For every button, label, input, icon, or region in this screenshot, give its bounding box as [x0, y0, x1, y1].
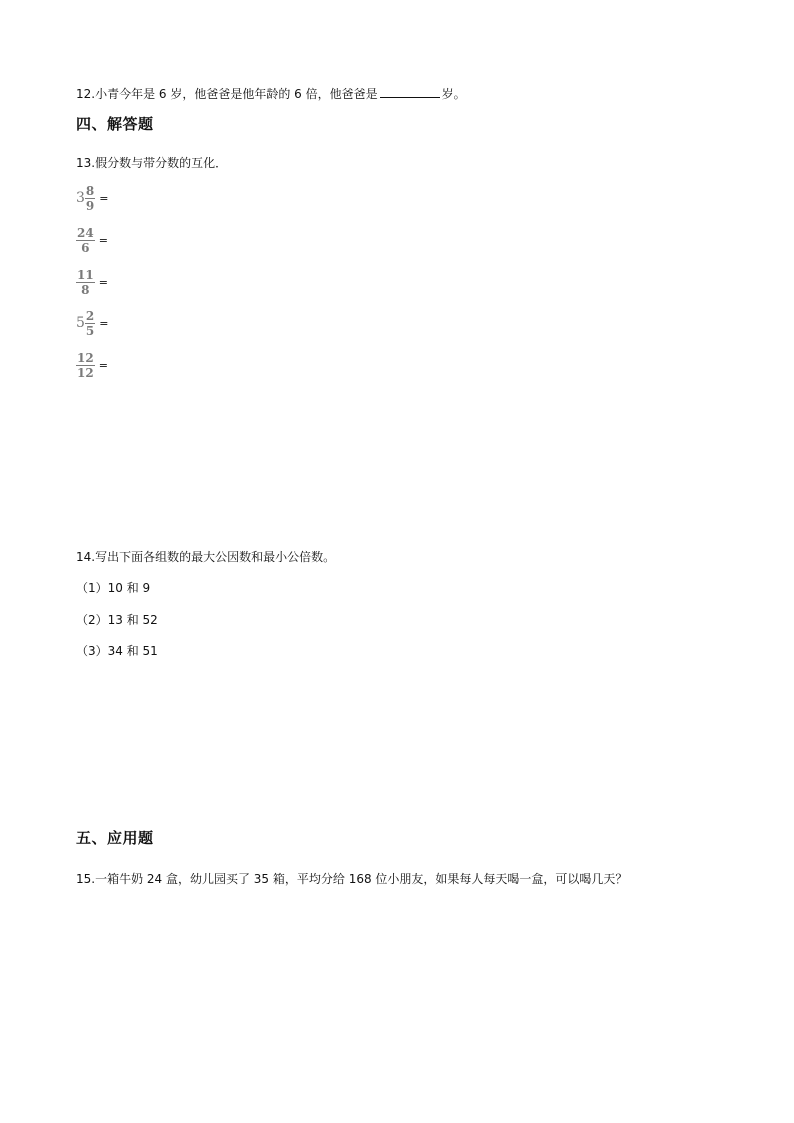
- fraction: [76, 269, 95, 296]
- fraction-numerator: 8: [85, 183, 95, 198]
- question-12-unit: 岁。: [441, 87, 466, 101]
- fraction-whole: 5: [76, 315, 85, 331]
- fraction-item: [76, 183, 109, 213]
- question-14-item: （1）10 和 9: [76, 581, 151, 595]
- equals-sign: =: [98, 275, 108, 289]
- question-14-item: （2）13 和 52: [76, 613, 158, 627]
- section-heading-4: 四、解答题: [76, 115, 154, 133]
- fraction-denominator: 9: [85, 198, 95, 213]
- fraction-numerator: 2: [85, 308, 95, 323]
- fraction: [85, 185, 95, 212]
- fraction-item: [76, 267, 108, 297]
- fraction: [76, 352, 95, 379]
- equals-sign: =: [98, 233, 108, 247]
- question-14-item: （3）34 和 51: [76, 644, 158, 658]
- question-12-text: 12.小青今年是 6 岁，他爸爸是他年龄的 6 倍，他爸爸是: [76, 87, 378, 101]
- equals-sign: =: [98, 358, 108, 372]
- question-13-title: 13.假分数与带分数的互化．: [76, 156, 228, 170]
- fraction-denominator: 8: [81, 282, 90, 297]
- section-heading-5: 五、应用题: [76, 829, 154, 847]
- fraction-numerator: 24: [77, 225, 94, 240]
- fraction-item: [76, 225, 108, 255]
- fraction-whole: 3: [76, 190, 85, 206]
- fraction-denominator: 5: [85, 323, 95, 338]
- fraction: [76, 227, 95, 254]
- fraction: [85, 310, 95, 337]
- equals-sign: =: [99, 316, 109, 330]
- fraction-numerator: 11: [77, 267, 94, 282]
- fraction-item: [76, 350, 108, 380]
- question-14-title: 14.写出下面各组数的最大公因数和最小公倍数。: [76, 550, 336, 564]
- fraction-denominator: 12: [77, 365, 94, 380]
- fraction-item: [76, 308, 109, 338]
- question-15-title: 15.一箱牛奶 24 盒，幼儿园买了 35 箱，平均分给 168 位小朋友，如果每人每天喝一盒，可以喝几天？: [76, 872, 628, 886]
- answer-blank[interactable]: [380, 85, 440, 98]
- fraction-numerator: 12: [77, 350, 94, 365]
- question-12: [76, 85, 466, 102]
- fraction-denominator: 6: [81, 240, 90, 255]
- equals-sign: =: [99, 191, 109, 205]
